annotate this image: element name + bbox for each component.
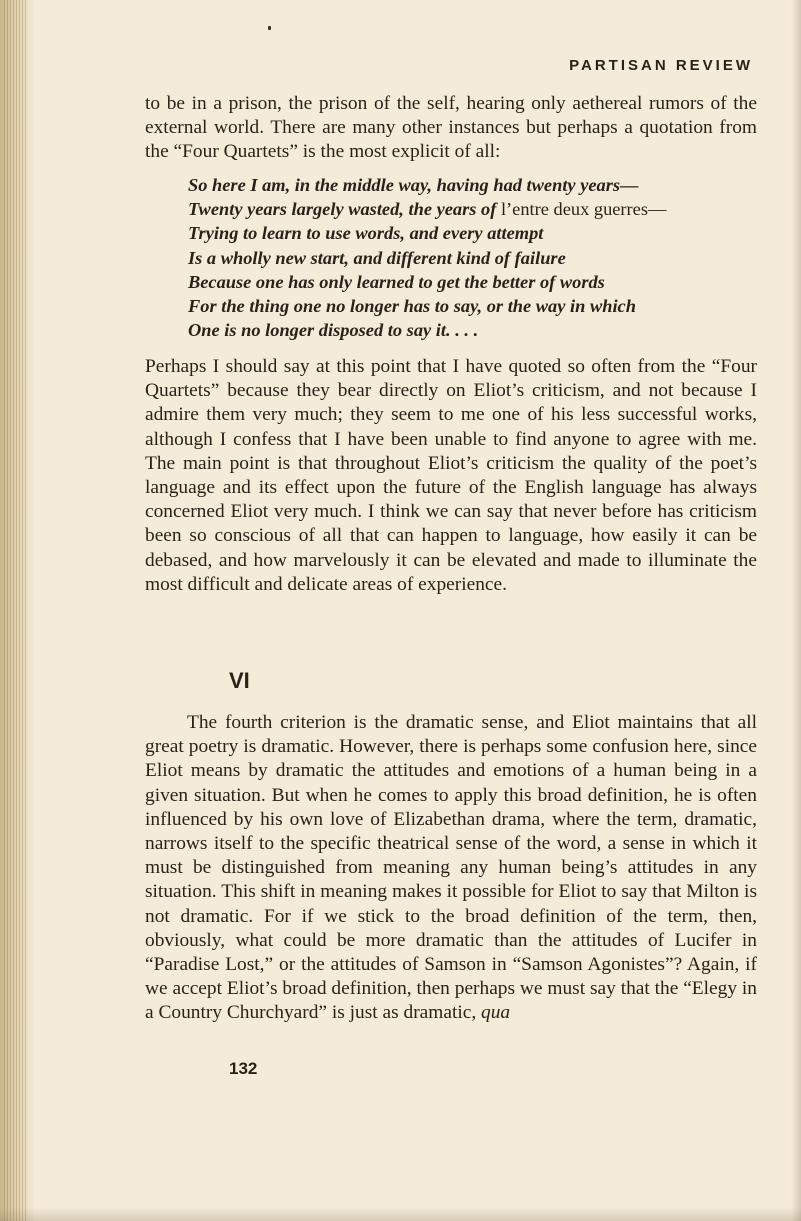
paragraph-prison: to be in a prison, the prison of the self, hearing only aethereal rumors of the external world. There are many other instances but perhaps a quotation from the “Four Quartets” is the most explicit of all: bbox=[145, 93, 757, 163]
poem-line: For the thing one no longer has to say, or the way in which bbox=[188, 296, 636, 317]
running-head: PARTISAN REVIEW bbox=[569, 57, 753, 74]
poem-line: So here I am, in the middle way, having had twenty years— bbox=[188, 175, 639, 195]
paragraph-language: Perhaps I should say at this point that I have quoted so often from the “Four Quartets” because they bear directly on Eliot’s criticism, and not because I admire them very much; they seem to me one of his less successful works, although I confess that I have been unable to find anyone to agree with me. The main point is that throughout Eliot’s criticism the quality of the poet’s language and its effect upon the future of the English language has always concerned Eliot very much. I think we can say that never before has criticism been so conscious of all that can happen to language, how easily it can be debased, and how marvelously it can be elevated and made to illuminate the most difficult and delicate areas of experience. bbox=[145, 356, 757, 595]
poem-line: Because one has only learned to get the better of words bbox=[188, 271, 605, 292]
paragraph-dramatic-sense bbox=[145, 711, 757, 1026]
page-right-edge bbox=[791, 0, 801, 1221]
paragraph-dramatic-text: The fourth criterion is the dramatic sense, and Eliot maintains that all great poetry is dramatic. However, there is perhaps some confusion here, since Eliot means by dramatic the attitudes and emotions of a human being in a given situation. But when he comes to apply this broad definition, he is often influenced by his own love of Elizabethan drama, where the term, dramatic, narrows itself to the specific theatrical sense of the word, a sense in which it must be distinguished from meaning any human being’s attitudes in any situation. This shift in meaning makes it possible for Eliot to say that Milton is not dramatic. For if we stick to the broad definition of the term, then, obviously, what could be more dramatic than the attitudes of Lucifer in “Paradise Lost,” or the attitudes of Samson in “Samson Agonistes”? Again, if we accept Eliot’s broad definition, then perhaps we must say that the “Elegy in a Country Churchyard” is just as dramatic, bbox=[145, 712, 757, 1024]
poem-line-italic-part: Twenty years largely wasted, the years of bbox=[188, 199, 501, 220]
section-heading: VI bbox=[229, 668, 250, 693]
paragraph-dramatic-italic-end: qua bbox=[481, 1002, 511, 1024]
ink-speck bbox=[268, 26, 271, 30]
book-spine-page-edges bbox=[4, 0, 26, 1221]
poem-line: Is a wholly new start, and different kind of failure bbox=[188, 247, 566, 268]
poem-line bbox=[188, 197, 768, 221]
page-bottom-edge bbox=[0, 1207, 801, 1221]
poem-line: One is no longer disposed to say it. . . . bbox=[188, 320, 479, 341]
poem-line-roman-part: l’entre deux guerres— bbox=[500, 199, 667, 220]
poem-line: Trying to learn to use words, and every attempt bbox=[188, 223, 544, 244]
poem-quotation bbox=[188, 173, 768, 342]
page-number: 132 bbox=[229, 1059, 258, 1078]
